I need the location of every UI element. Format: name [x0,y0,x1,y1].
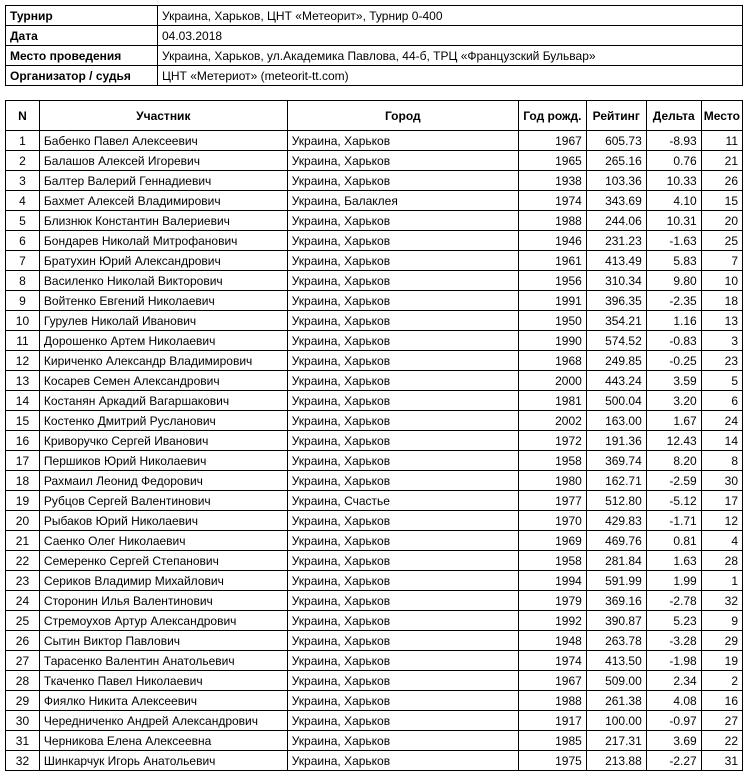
rating-cell: 605.73 [586,131,646,151]
city-cell: Украина, Харьков [287,131,518,151]
table-row [6,731,743,751]
place-cell: 22 [701,731,742,751]
delta-cell: 8.20 [646,451,701,471]
city-cell: Украина, Харьков [287,531,518,551]
birth-year-cell: 1958 [518,551,586,571]
delta-cell: 4.10 [646,191,701,211]
rating-cell: 574.52 [586,331,646,351]
table-row [6,611,743,631]
birth-year-cell: 1981 [518,391,586,411]
row-number-cell: 26 [6,631,40,651]
birth-year-cell: 1950 [518,311,586,331]
table-row [6,411,743,431]
city-cell: Украина, Харьков [287,451,518,471]
participant-name-cell: Першиков Юрий Николаевич [39,451,287,471]
participant-name-cell: Кириченко Александр Владимирович [39,351,287,371]
delta-cell: -0.83 [646,331,701,351]
info-row [6,26,743,46]
participant-name-cell: Рыбаков Юрий Николаевич [39,511,287,531]
delta-cell: 4.08 [646,691,701,711]
birth-year-cell: 1992 [518,611,586,631]
row-number-cell: 27 [6,651,40,671]
table-row [6,491,743,511]
city-cell: Украина, Харьков [287,571,518,591]
table-row [6,391,743,411]
city-cell: Украина, Харьков [287,231,518,251]
city-cell: Украина, Харьков [287,371,518,391]
table-row [6,571,743,591]
place-cell: 2 [701,671,742,691]
participant-name-cell: Гурулев Николай Иванович [39,311,287,331]
table-row [6,171,743,191]
city-cell: Украина, Харьков [287,291,518,311]
place-cell: 12 [701,511,742,531]
city-cell: Украина, Харьков [287,431,518,451]
birth-year-cell: 1969 [518,531,586,551]
row-number-cell: 13 [6,371,40,391]
place-cell: 29 [701,631,742,651]
info-value: Украина, Харьков, ул.Академика Павлова, 44-б, ТРЦ «Французский Бульвар» [158,46,743,66]
rating-cell: 390.87 [586,611,646,631]
birth-year-cell: 2002 [518,411,586,431]
city-cell: Украина, Харьков [287,631,518,651]
delta-cell: -5.12 [646,491,701,511]
table-row [6,151,743,171]
participant-name-cell: Бабенко Павел Алексеевич [39,131,287,151]
table-row [6,711,743,731]
place-cell: 9 [701,611,742,631]
row-number-cell: 31 [6,731,40,751]
delta-cell: -2.78 [646,591,701,611]
city-cell: Украина, Харьков [287,211,518,231]
row-number-cell: 20 [6,511,40,531]
row-number-cell: 19 [6,491,40,511]
birth-year-cell: 1979 [518,591,586,611]
info-row [6,6,743,26]
birth-year-cell: 1994 [518,571,586,591]
row-number-cell: 25 [6,611,40,631]
table-row [6,511,743,531]
city-cell: Украина, Харьков [287,271,518,291]
birth-year-cell: 1975 [518,751,586,771]
table-row [6,751,743,771]
row-number-cell: 9 [6,291,40,311]
birth-year-cell: 1967 [518,131,586,151]
row-number-cell: 14 [6,391,40,411]
place-cell: 20 [701,211,742,231]
city-cell: Украина, Харьков [287,251,518,271]
rating-cell: 443.24 [586,371,646,391]
participant-name-cell: Василенко Николай Викторович [39,271,287,291]
place-cell: 11 [701,131,742,151]
info-label: Дата [6,26,158,46]
participant-name-cell: Балтер Валерий Геннадиевич [39,171,287,191]
results-header [6,101,743,131]
participant-name-cell: Войтенко Евгений Николаевич [39,291,287,311]
col-birth-year-header: Год рожд. [518,101,586,131]
table-row [6,131,743,151]
row-number-cell: 4 [6,191,40,211]
birth-year-cell: 1965 [518,151,586,171]
table-row [6,451,743,471]
delta-cell: 10.31 [646,211,701,231]
delta-cell: 2.34 [646,671,701,691]
birth-year-cell: 1988 [518,691,586,711]
participant-name-cell: Дорошенко Артем Николаевич [39,331,287,351]
birth-year-cell: 1985 [518,731,586,751]
participant-name-cell: Бондарев Николай Митрофанович [39,231,287,251]
delta-cell: 5.23 [646,611,701,631]
delta-cell: 1.16 [646,311,701,331]
birth-year-cell: 1974 [518,651,586,671]
rating-cell: 249.85 [586,351,646,371]
birth-year-cell: 1980 [518,471,586,491]
table-row [6,251,743,271]
delta-cell: -2.27 [646,751,701,771]
row-number-cell: 17 [6,451,40,471]
col-place-header: Место [701,101,742,131]
birth-year-cell: 1972 [518,431,586,451]
col-city-header: Город [287,101,518,131]
delta-cell: 1.63 [646,551,701,571]
place-cell: 23 [701,351,742,371]
results-table [5,100,743,771]
place-cell: 19 [701,651,742,671]
participant-name-cell: Саенко Олег Николаевич [39,531,287,551]
place-cell: 13 [701,311,742,331]
participant-name-cell: Сытин Виктор Павлович [39,631,287,651]
place-cell: 6 [701,391,742,411]
place-cell: 16 [701,691,742,711]
delta-cell: 1.67 [646,411,701,431]
delta-cell: -0.25 [646,351,701,371]
birth-year-cell: 1938 [518,171,586,191]
delta-cell: 0.76 [646,151,701,171]
birth-year-cell: 1956 [518,271,586,291]
birth-year-cell: 1946 [518,231,586,251]
participant-name-cell: Балашов Алексей Игоревич [39,151,287,171]
table-row [6,271,743,291]
rating-cell: 500.04 [586,391,646,411]
city-cell: Украина, Харьков [287,151,518,171]
birth-year-cell: 1968 [518,351,586,371]
city-cell: Украина, Харьков [287,691,518,711]
place-cell: 10 [701,271,742,291]
rating-cell: 244.06 [586,211,646,231]
place-cell: 14 [701,431,742,451]
table-row [6,371,743,391]
place-cell: 15 [701,191,742,211]
birth-year-cell: 1961 [518,251,586,271]
rating-cell: 413.49 [586,251,646,271]
table-row [6,471,743,491]
place-cell: 21 [701,151,742,171]
table-row [6,631,743,651]
place-cell: 18 [701,291,742,311]
table-row [6,191,743,211]
col-participant-header: Участник [39,101,287,131]
rating-cell: 213.88 [586,751,646,771]
row-number-cell: 11 [6,331,40,351]
table-row [6,591,743,611]
delta-cell: 0.81 [646,531,701,551]
birth-year-cell: 1974 [518,191,586,211]
header-row [6,101,743,131]
info-value: 04.03.2018 [158,26,743,46]
delta-cell: -2.35 [646,291,701,311]
rating-cell: 591.99 [586,571,646,591]
city-cell: Украина, Харьков [287,351,518,371]
participant-name-cell: Рубцов Сергей Валентинович [39,491,287,511]
city-cell: Украина, Счастье [287,491,518,511]
participant-name-cell: Стремоухов Артур Александрович [39,611,287,631]
results-body [6,131,743,771]
birth-year-cell: 1958 [518,451,586,471]
col-rating-header: Рейтинг [586,101,646,131]
participant-name-cell: Ткаченко Павел Николаевич [39,671,287,691]
row-number-cell: 2 [6,151,40,171]
table-row [6,671,743,691]
row-number-cell: 8 [6,271,40,291]
rating-cell: 265.16 [586,151,646,171]
birth-year-cell: 1967 [518,671,586,691]
city-cell: Украина, Харьков [287,311,518,331]
delta-cell: 12.43 [646,431,701,451]
city-cell: Украина, Харьков [287,411,518,431]
table-row [6,211,743,231]
rating-cell: 369.16 [586,591,646,611]
rating-cell: 263.78 [586,631,646,651]
table-row [6,331,743,351]
delta-cell: 10.33 [646,171,701,191]
rating-cell: 261.38 [586,691,646,711]
row-number-cell: 15 [6,411,40,431]
birth-year-cell: 1988 [518,211,586,231]
place-cell: 8 [701,451,742,471]
rating-cell: 354.21 [586,311,646,331]
delta-cell: -0.97 [646,711,701,731]
city-cell: Украина, Харьков [287,731,518,751]
birth-year-cell: 1970 [518,511,586,531]
rating-cell: 281.84 [586,551,646,571]
row-number-cell: 12 [6,351,40,371]
birth-year-cell: 1991 [518,291,586,311]
participant-name-cell: Сериков Владимир Михайлович [39,571,287,591]
info-value: ЦНТ «Метериот» (meteorit-tt.com) [158,66,743,86]
rating-cell: 396.35 [586,291,646,311]
delta-cell: 3.69 [646,731,701,751]
birth-year-cell: 1948 [518,631,586,651]
rating-cell: 163.00 [586,411,646,431]
delta-cell: -1.98 [646,651,701,671]
row-number-cell: 3 [6,171,40,191]
place-cell: 31 [701,751,742,771]
row-number-cell: 29 [6,691,40,711]
table-row [6,651,743,671]
delta-cell: -2.59 [646,471,701,491]
table-row [6,431,743,451]
rating-cell: 162.71 [586,471,646,491]
place-cell: 24 [701,411,742,431]
table-row [6,311,743,331]
rating-cell: 512.80 [586,491,646,511]
info-row [6,66,743,86]
rating-cell: 103.36 [586,171,646,191]
birth-year-cell: 1977 [518,491,586,511]
row-number-cell: 30 [6,711,40,731]
participant-name-cell: Фиялко Никита Алексеевич [39,691,287,711]
table-row [6,231,743,251]
row-number-cell: 5 [6,211,40,231]
place-cell: 27 [701,711,742,731]
rating-cell: 509.00 [586,671,646,691]
city-cell: Украина, Харьков [287,611,518,631]
place-cell: 5 [701,371,742,391]
rating-cell: 310.34 [586,271,646,291]
rating-cell: 429.83 [586,511,646,531]
tournament-info-table [5,5,743,86]
place-cell: 7 [701,251,742,271]
info-label: Турнир [6,6,158,26]
row-number-cell: 21 [6,531,40,551]
city-cell: Украина, Харьков [287,671,518,691]
row-number-cell: 18 [6,471,40,491]
place-cell: 3 [701,331,742,351]
city-cell: Украина, Харьков [287,391,518,411]
city-cell: Украина, Балаклея [287,191,518,211]
row-number-cell: 16 [6,431,40,451]
rating-cell: 191.36 [586,431,646,451]
participant-name-cell: Братухин Юрий Александрович [39,251,287,271]
row-number-cell: 7 [6,251,40,271]
delta-cell: -1.71 [646,511,701,531]
row-number-cell: 6 [6,231,40,251]
delta-cell: 9.80 [646,271,701,291]
place-cell: 32 [701,591,742,611]
participant-name-cell: Сторонин Илья Валентинович [39,591,287,611]
city-cell: Украина, Харьков [287,171,518,191]
place-cell: 28 [701,551,742,571]
row-number-cell: 32 [6,751,40,771]
participant-name-cell: Костенко Дмитрий Русланович [39,411,287,431]
city-cell: Украина, Харьков [287,751,518,771]
place-cell: 30 [701,471,742,491]
rating-cell: 413.50 [586,651,646,671]
info-label: Организатор / судья [6,66,158,86]
rating-cell: 369.74 [586,451,646,471]
col-number-header: N [6,101,40,131]
birth-year-cell: 1990 [518,331,586,351]
place-cell: 1 [701,571,742,591]
city-cell: Украина, Харьков [287,651,518,671]
participant-name-cell: Костанян Аркадий Вагаршакович [39,391,287,411]
participant-name-cell: Рахмаил Леонид Федорович [39,471,287,491]
city-cell: Украина, Харьков [287,711,518,731]
city-cell: Украина, Харьков [287,331,518,351]
participant-name-cell: Косарев Семен Александрович [39,371,287,391]
city-cell: Украина, Харьков [287,591,518,611]
birth-year-cell: 1917 [518,711,586,731]
info-row [6,46,743,66]
row-number-cell: 28 [6,671,40,691]
row-number-cell: 23 [6,571,40,591]
rating-cell: 100.00 [586,711,646,731]
table-row [6,351,743,371]
delta-cell: -3.28 [646,631,701,651]
participant-name-cell: Бахмет Алексей Владимирович [39,191,287,211]
row-number-cell: 1 [6,131,40,151]
delta-cell: 5.83 [646,251,701,271]
place-cell: 4 [701,531,742,551]
rating-cell: 231.23 [586,231,646,251]
row-number-cell: 22 [6,551,40,571]
col-delta-header: Дельта [646,101,701,131]
rating-cell: 217.31 [586,731,646,751]
table-row [6,551,743,571]
participant-name-cell: Криворучко Сергей Иванович [39,431,287,451]
place-cell: 17 [701,491,742,511]
participant-name-cell: Шинкарчук Игорь Анатольевич [39,751,287,771]
table-row [6,531,743,551]
birth-year-cell: 2000 [518,371,586,391]
table-row [6,291,743,311]
table-row [6,691,743,711]
participant-name-cell: Семеренко Сергей Степанович [39,551,287,571]
row-number-cell: 10 [6,311,40,331]
delta-cell: -8.93 [646,131,701,151]
tournament-info-body [6,6,743,86]
place-cell: 25 [701,231,742,251]
delta-cell: 1.99 [646,571,701,591]
participant-name-cell: Чередниченко Андрей Александрович [39,711,287,731]
participant-name-cell: Тарасенко Валентин Анатольевич [39,651,287,671]
rating-cell: 343.69 [586,191,646,211]
participant-name-cell: Близнюк Константин Валериевич [39,211,287,231]
city-cell: Украина, Харьков [287,551,518,571]
city-cell: Украина, Харьков [287,511,518,531]
delta-cell: 3.20 [646,391,701,411]
rating-cell: 469.76 [586,531,646,551]
city-cell: Украина, Харьков [287,471,518,491]
participant-name-cell: Черникова Елена Алексеевна [39,731,287,751]
place-cell: 26 [701,171,742,191]
info-value: Украина, Харьков, ЦНТ «Метеорит», Турнир 0-400 [158,6,743,26]
info-label: Место проведения [6,46,158,66]
delta-cell: 3.59 [646,371,701,391]
row-number-cell: 24 [6,591,40,611]
delta-cell: -1.63 [646,231,701,251]
